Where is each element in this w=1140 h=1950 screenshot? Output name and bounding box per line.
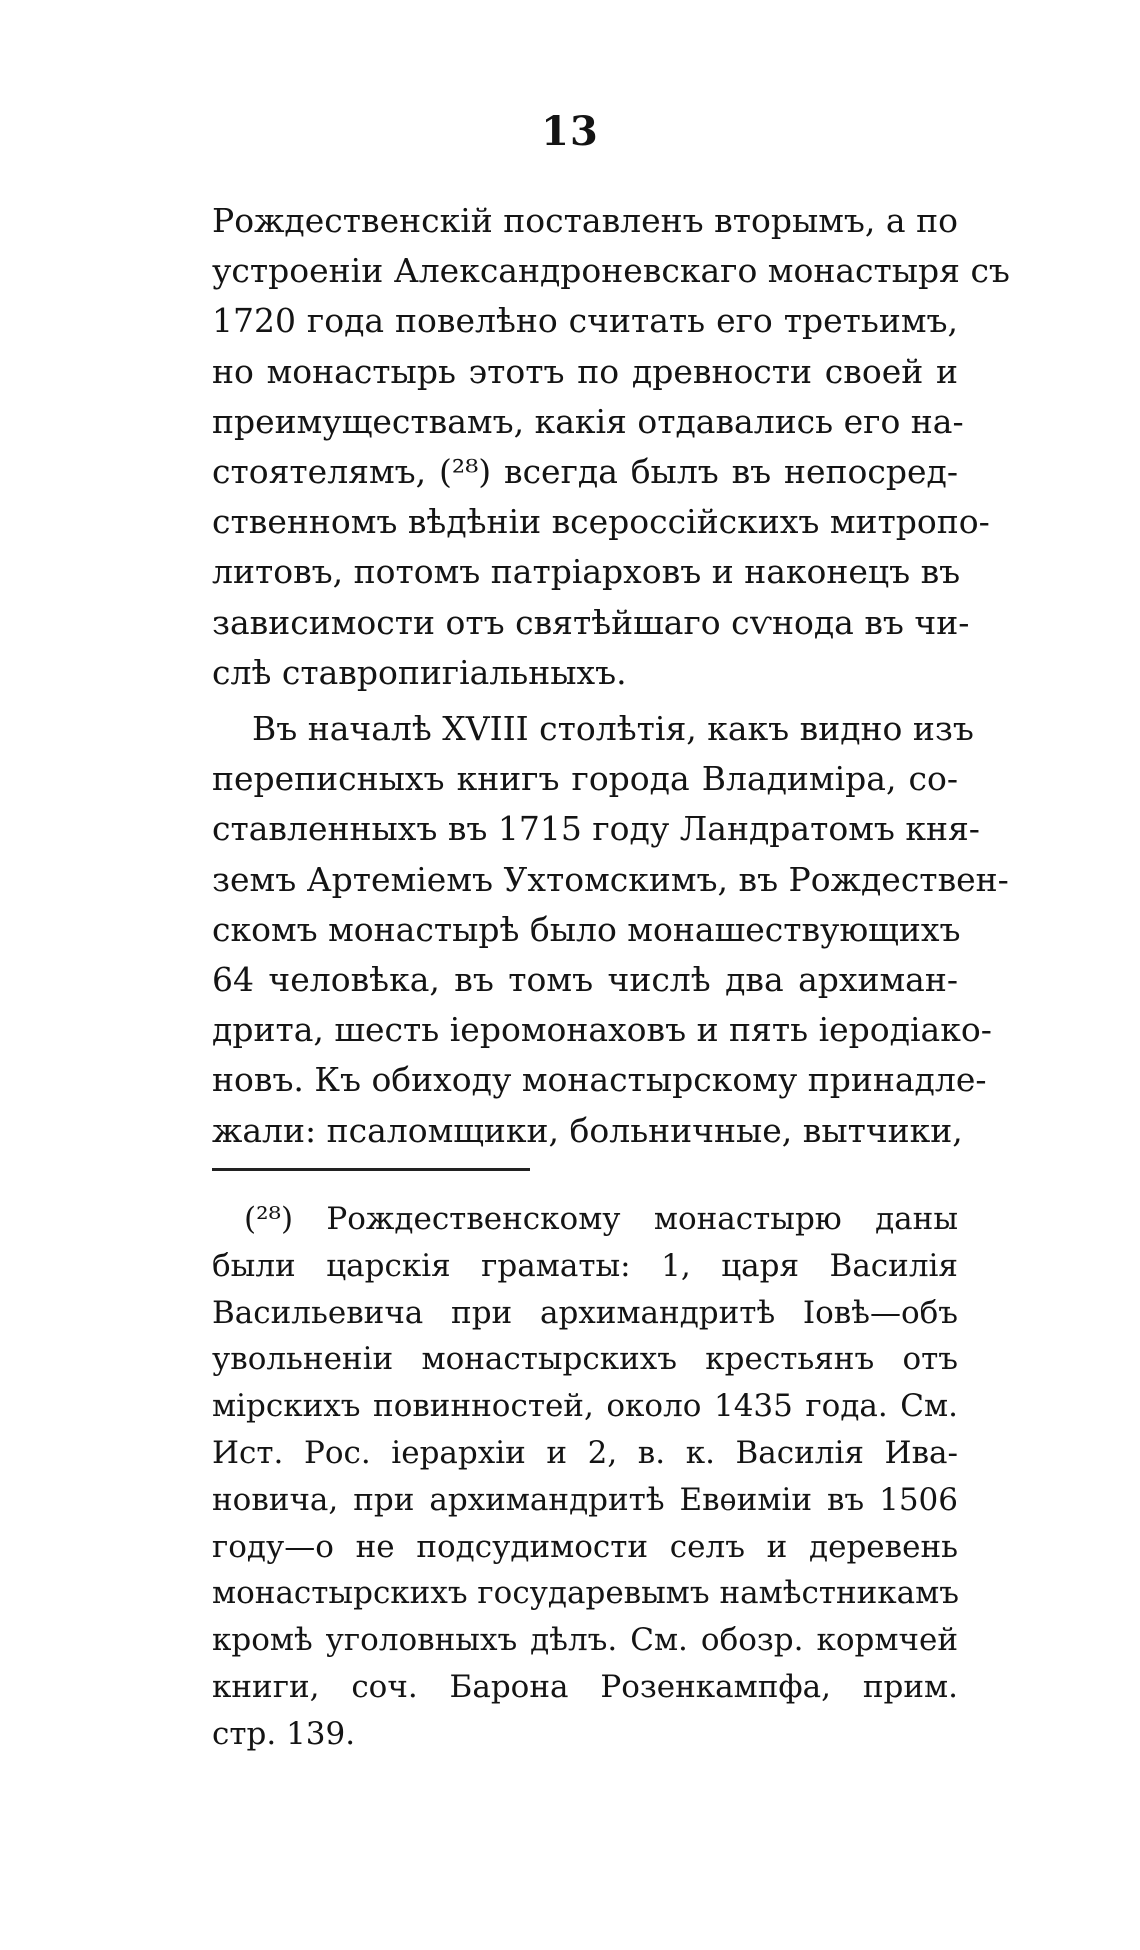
- footnote-line: Ист. Рос. іерархіи и 2, в. к. Василія Ива-: [212, 1434, 958, 1471]
- footnote-line: мірскихъ повинностей, около 1435 года. См.: [212, 1388, 958, 1425]
- text-line: зависимости отъ святѣйшаго сѵнода въ чи-: [212, 602, 970, 642]
- footnote-line: были царскія граматы: 1, царя Василія: [212, 1247, 958, 1284]
- footnote: [212, 1196, 958, 1758]
- text-line: слѣ ставропигіальныхъ.: [212, 652, 627, 692]
- footnote-divider: [212, 1168, 530, 1171]
- text-line: Въ началѣ XVIII столѣтія, какъ видно изъ: [252, 709, 974, 749]
- text-line: жали: псаломщики, больничные, вытчики,: [212, 1110, 963, 1150]
- text-line: дрита, шесть іеромонаховъ и пять іеродіако-: [212, 1010, 992, 1050]
- text-line: устроеніи Александроневскаго монастыря съ: [212, 251, 1010, 291]
- footnote-line: кромѣ уголовныхъ дѣлъ. См. обозр. кормчей: [212, 1622, 958, 1659]
- page-number: 13: [541, 108, 599, 155]
- text-line: ставленныхъ въ 1715 году Ландратомъ кня-: [212, 809, 980, 849]
- text-line: земъ Артеміемъ Ухтомскимъ, въ Рождествен-: [212, 859, 1009, 899]
- footnote-line: книги, соч. Барона Розенкампфа, прим.: [212, 1668, 958, 1705]
- text-line: но монастырь этотъ по древности своей и: [212, 351, 958, 391]
- text-line: новъ. Къ обиходу монастырскому принадле-: [212, 1060, 987, 1100]
- text-line: Рождественскій поставленъ вторымъ, а по: [212, 201, 958, 240]
- text-line: 64 человѣка, въ томъ числѣ два архиман-: [212, 960, 958, 1000]
- footnote-line: Васильевича при архимандритѣ Іовѣ—объ: [212, 1294, 958, 1331]
- text-line: 1720 года повелѣно считать его третьимъ,: [212, 301, 958, 341]
- footnote-line: году—о не подсудимости селъ и деревень: [212, 1528, 958, 1565]
- footnote-line: стр. 139.: [212, 1715, 356, 1752]
- footnote-line: новича, при архимандритѣ Евѳиміи въ 1506: [212, 1481, 958, 1518]
- footnote-line: (²⁸) Рождественскому монастырю даны: [244, 1201, 958, 1237]
- text-line: скомъ монастырѣ было монашествующихъ: [212, 909, 961, 949]
- main-text: [212, 196, 1010, 1156]
- text-line: переписныхъ книгъ города Владиміра, со-: [212, 759, 958, 799]
- text-line: преимуществамъ, какія отдавались его на-: [212, 401, 964, 441]
- text-line: литовъ, потомъ патріарховъ и наконецъ въ: [212, 552, 961, 592]
- footnote-line: увольненіи монастырскихъ крестьянъ отъ: [212, 1341, 958, 1378]
- footnote-line: монастырскихъ государевымъ намѣстникамъ: [212, 1575, 959, 1612]
- text-line: стоятелямъ, (²⁸) всегда былъ въ непосред-: [212, 452, 958, 492]
- text-line: ственномъ вѣдѣніи всероссійскихъ митропо-: [212, 502, 990, 542]
